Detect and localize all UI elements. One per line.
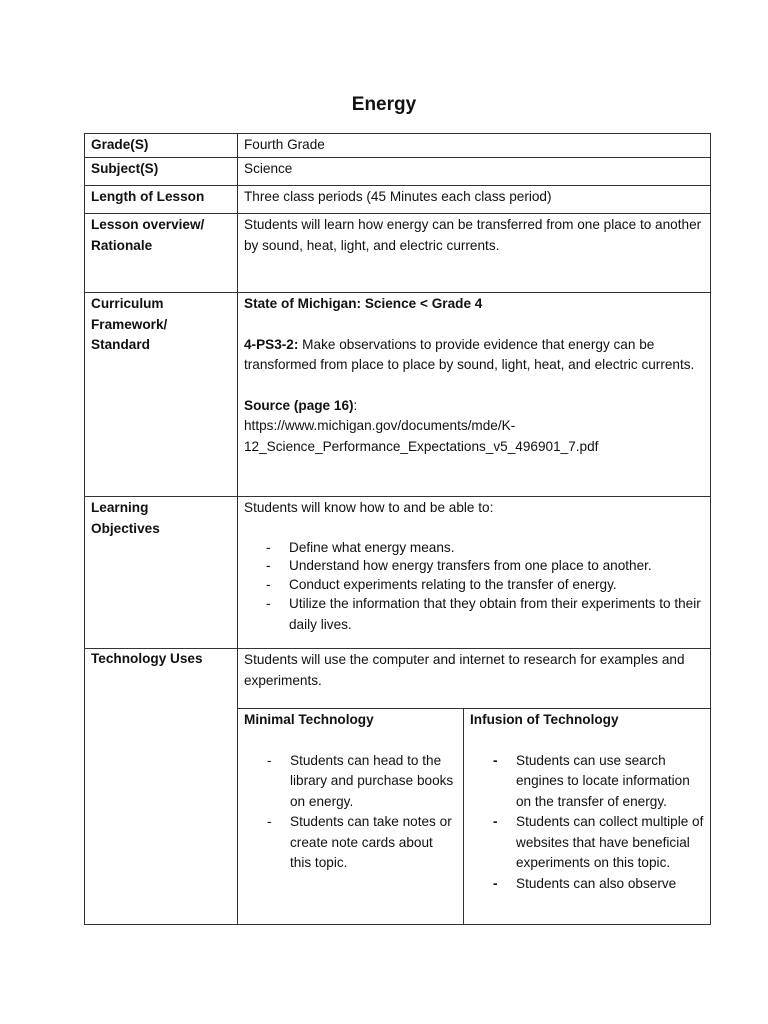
objectives-label-line1: Learning	[91, 500, 149, 515]
standard-paragraph	[244, 335, 704, 376]
minimal-technology-heading: Minimal Technology	[244, 712, 374, 727]
row-length	[85, 186, 711, 214]
minimal-item-text: Students can take notes or create note cards about this topic.	[290, 814, 452, 870]
dash-bullet: -	[267, 814, 272, 829]
list-item	[267, 751, 457, 813]
source-url-line1[interactable]: https://www.michigan.gov/documents/mde/K-	[244, 418, 516, 433]
overview-label-line1: Lesson overview/	[91, 217, 205, 232]
list-item	[266, 576, 704, 595]
objective-text: Understand how energy transfers from one place to another.	[289, 558, 652, 573]
curriculum-heading: State of Michigan: Science < Grade 4	[244, 296, 483, 311]
objective-text: Conduct experiments relating to the transfer of energy.	[289, 576, 617, 592]
curriculum-label-line2: Framework/	[91, 316, 168, 332]
infusion-technology-list	[470, 751, 704, 895]
objectives-value	[238, 497, 711, 649]
dash-bullet: -	[266, 596, 271, 611]
standard-text: Make observations to provide evidence that energy can be transformed from place to place by sound, light, heat, and electric currents.	[244, 336, 695, 372]
dash-bullet: -	[267, 752, 272, 768]
source-url-line2[interactable]: 12_Science_Performance_Expectations_v5_496901_7.pdf	[244, 438, 599, 454]
row-subject	[85, 158, 711, 186]
dash-bullet: -	[493, 752, 498, 768]
row-overview	[85, 214, 711, 293]
infusion-item-text: Students can collect multiple of websites that have beneficial experiments on this topic.	[516, 814, 704, 870]
minimal-technology-list	[244, 751, 457, 874]
dash-bullet: -	[493, 814, 498, 829]
overview-label	[85, 214, 238, 293]
lesson-plan-table	[84, 133, 711, 925]
dash-bullet: -	[266, 539, 271, 555]
grade-label: Grade(S)	[85, 134, 238, 158]
dash-bullet: -	[266, 576, 271, 592]
row-technology	[85, 649, 711, 925]
infusion-technology-heading: Infusion of Technology	[470, 712, 619, 727]
standard-code: 4-PS3-2:	[244, 336, 299, 352]
curriculum-value	[238, 293, 711, 497]
row-curriculum	[85, 293, 711, 497]
minimal-item-text: Students can head to the library and purchase books on energy.	[290, 752, 454, 809]
source-line	[244, 396, 704, 417]
dash-bullet: -	[266, 558, 271, 573]
list-item	[493, 812, 704, 874]
infusion-item-text: Students can also observe	[516, 875, 677, 891]
minimal-technology-column	[238, 709, 464, 924]
objective-text: Utilize the information that they obtain from their experiments to their daily lives.	[289, 596, 701, 632]
row-grade	[85, 134, 711, 158]
subject-value: Science	[238, 158, 711, 186]
objectives-label-line2: Objectives	[91, 520, 160, 536]
list-item	[267, 812, 457, 874]
technology-label: Technology Uses	[85, 649, 238, 925]
list-item	[266, 557, 704, 576]
list-item	[266, 539, 704, 558]
curriculum-label-line3: Standard	[91, 337, 150, 352]
grade-value: Fourth Grade	[238, 134, 711, 158]
technology-value	[238, 649, 711, 925]
infusion-technology-column	[464, 709, 710, 924]
subject-label: Subject(S)	[85, 158, 238, 186]
technology-columns	[238, 709, 710, 924]
objective-text: Define what energy means.	[289, 539, 455, 555]
technology-intro: Students will use the computer and internet to research for examples and experiments.	[238, 649, 710, 709]
document-title: Energy	[351, 94, 417, 115]
curriculum-label-line1: Curriculum	[91, 296, 164, 311]
curriculum-label	[85, 293, 238, 497]
dash-bullet: -	[493, 875, 498, 891]
objectives-label	[85, 497, 238, 649]
source-colon: :	[353, 397, 358, 413]
objectives-list	[244, 539, 704, 636]
overview-value: Students will learn how energy can be transferred from one place to another by sound, heat, light, and electric currents.	[238, 214, 711, 293]
overview-label-line2: Rationale	[91, 237, 153, 253]
source-label: Source (page 16)	[244, 397, 354, 413]
list-item	[266, 594, 704, 635]
list-item	[493, 874, 704, 895]
list-item	[493, 751, 704, 813]
length-value: Three class periods (45 Minutes each class period)	[238, 186, 711, 214]
objectives-intro: Students will know how to and be able to:	[244, 500, 494, 515]
length-label: Length of Lesson	[85, 186, 238, 214]
infusion-item-text: Students can use search engines to locate information on the transfer of energy.	[516, 752, 690, 809]
row-objectives	[85, 497, 711, 649]
